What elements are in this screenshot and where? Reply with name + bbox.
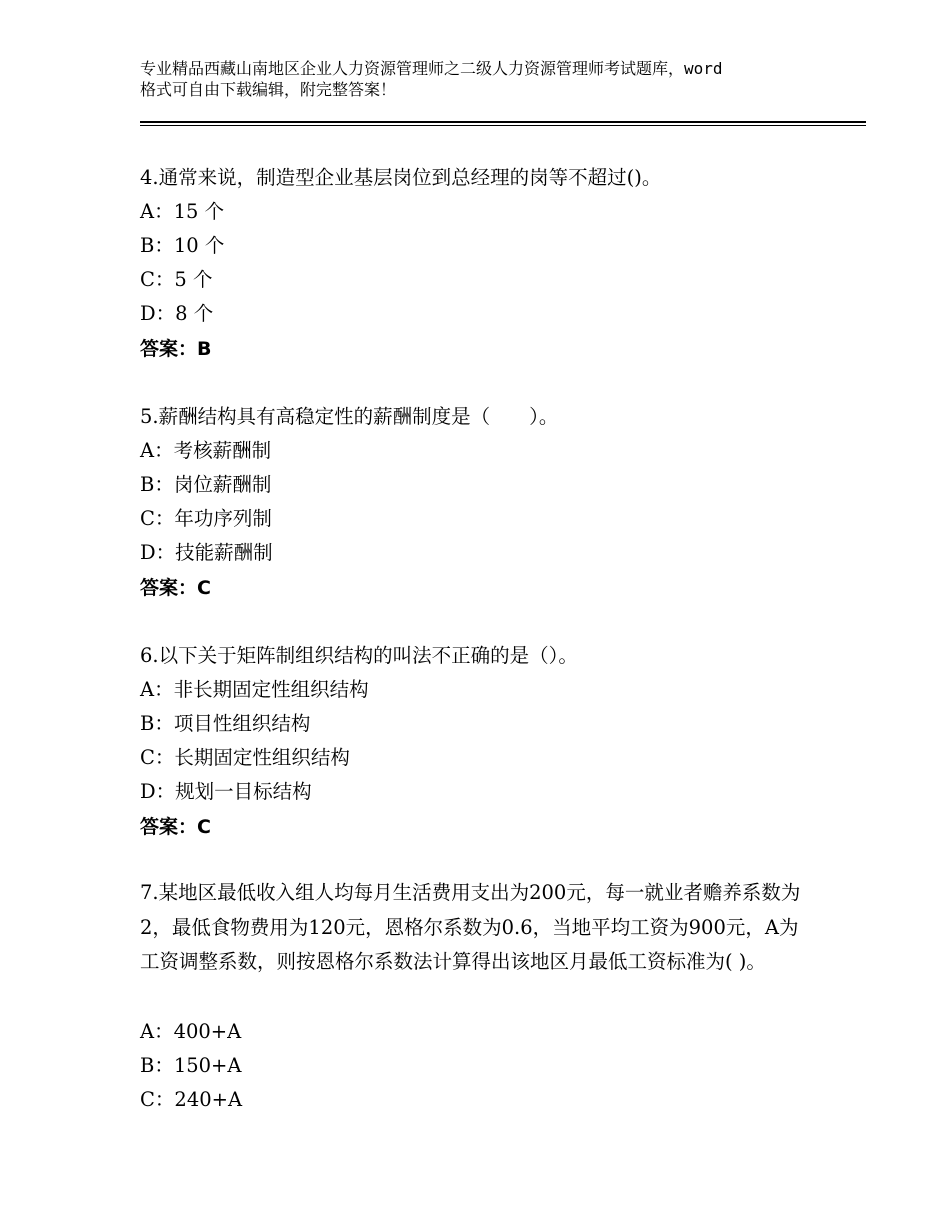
question-6-option-b: B：项目性组织结构 — [140, 712, 311, 735]
question-7-option-c: C：240+A — [140, 1088, 243, 1111]
question-7-stem: 7.某地区最低收入组人均每月生活费用支出为200元，每一就业者赡养系数为2，最低食物费用为120元，恩格尔系数为0.6，当地平均工资为900元，A为工资调整系数，则按恩格尔系数法计算得出该地区月最低工资标准为( )。 — [140, 881, 801, 973]
question-4-option-b: B：10 个 — [140, 234, 225, 257]
question-4-option-a: A：15 个 — [140, 200, 225, 223]
question-5-option-a: A：考核薪酬制 — [140, 439, 272, 462]
document-header — [140, 58, 840, 100]
question-5-option-d: D：技能薪酬制 — [140, 541, 273, 564]
question-6-option-d: D：规划一目标结构 — [140, 780, 312, 803]
question-5-option-c: C：年功序列制 — [140, 507, 272, 530]
question-4-option-d: D：8 个 — [140, 302, 214, 325]
question-7-option-a: A：400+A — [140, 1020, 242, 1043]
question-6-option-a: A：非长期固定性组织结构 — [140, 678, 369, 701]
question-6-answer: 答案：C — [140, 816, 211, 838]
question-6-option-c: C：长期固定性组织结构 — [140, 746, 350, 769]
header-line-2: 格式可自由下载编辑，附完整答案！ — [140, 80, 397, 99]
header-line-1: 专业精品西藏山南地区企业人力资源管理师之二级人力资源管理师考试题库，word — [140, 59, 723, 78]
header-divider-thin — [140, 125, 866, 126]
question-4-answer: 答案：B — [140, 338, 212, 360]
question-5-option-b: B：岗位薪酬制 — [140, 473, 272, 496]
question-4-stem: 4.通常来说，制造型企业基层岗位到总经理的岗等不超过()。 — [140, 166, 662, 189]
header-divider — [140, 121, 866, 123]
question-6-stem: 6.以下关于矩阵制组织结构的叫法不正确的是（）。 — [140, 644, 578, 667]
question-7-option-b: B：150+A — [140, 1054, 242, 1077]
question-5-stem: 5.薪酬结构具有高稳定性的薪酬制度是（ ）。 — [140, 405, 559, 428]
question-4-option-c: C：5 个 — [140, 268, 213, 291]
question-5-answer: 答案：C — [140, 577, 211, 599]
